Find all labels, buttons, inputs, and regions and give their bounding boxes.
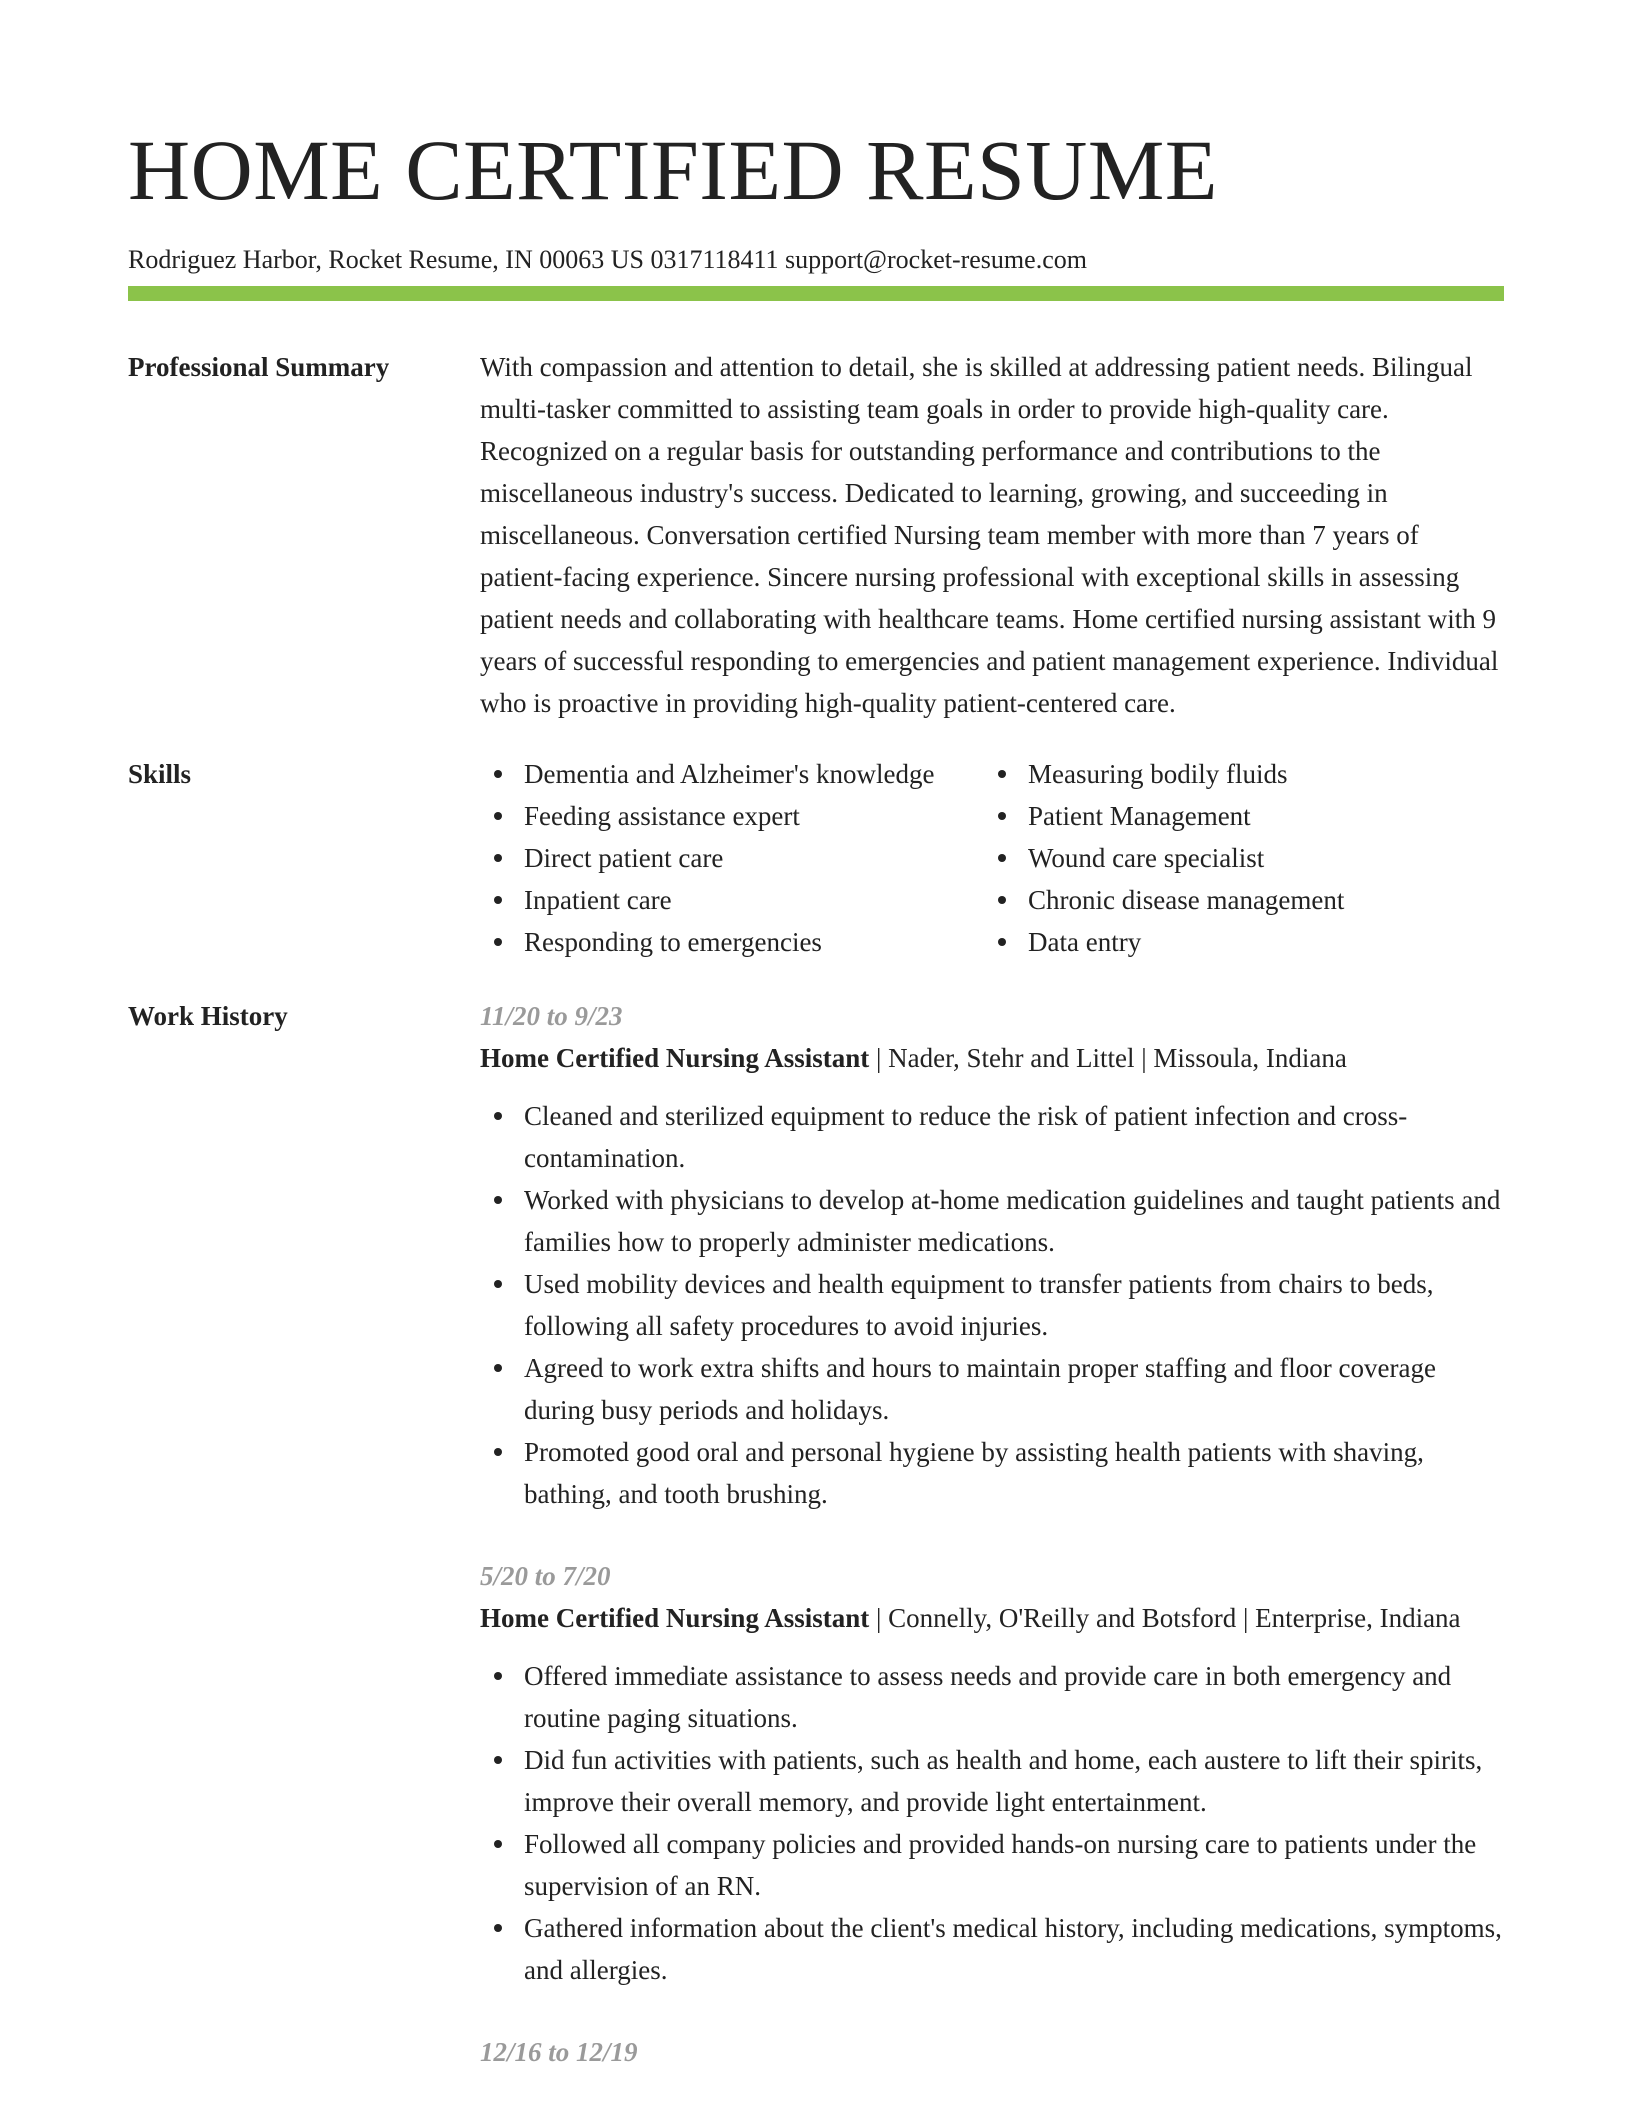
job-employer-location: | Connelly, O'Reilly and Botsford | Enterprise, Indiana (869, 1603, 1461, 1633)
skills-section (128, 753, 1504, 963)
duty-item: Offered immediate assistance to assess needs and provide care in both emergency and routine paging situations. (480, 1655, 1504, 1739)
summary-section (128, 346, 1504, 724)
job-dates: 12/16 to 12/19 (480, 2037, 638, 2067)
job-employer-location: | Nader, Stehr and Littel | Missoula, Indiana (869, 1043, 1347, 1073)
job-duties (480, 1095, 1504, 1515)
duty-item: Gathered information about the client's medical history, including medications, symptoms, and allergies. (480, 1907, 1504, 1991)
accent-divider (128, 286, 1504, 301)
skill-item: Inpatient care (480, 879, 984, 921)
skills-column-left (480, 753, 984, 963)
skill-item: Direct patient care (480, 837, 984, 879)
duty-item: Cleaned and sterilized equipment to reduce the risk of patient infection and cross-contamination. (480, 1095, 1504, 1179)
skill-item: Chronic disease management (984, 879, 1488, 921)
summary-body (480, 346, 1504, 724)
resume-header (128, 118, 1504, 276)
contact-info: Rodriguez Harbor, Rocket Resume, IN 00063 US 0317118411 support@rocket-resume.com (128, 245, 1087, 274)
skill-item: Feeding assistance expert (480, 795, 984, 837)
job-entry (480, 2031, 1504, 2073)
job-duties (480, 1655, 1504, 1991)
skills-column-right (984, 753, 1488, 963)
work-history-section (128, 995, 1504, 2113)
job-title: Home Certified Nursing Assistant (480, 1603, 870, 1633)
skill-item: Patient Management (984, 795, 1488, 837)
job-heading (480, 1037, 1504, 1079)
duty-item: Agreed to work extra shifts and hours to maintain proper staffing and floor coverage during busy periods and holidays. (480, 1347, 1504, 1431)
work-history-body (480, 995, 1504, 2113)
duty-item: Worked with physicians to develop at-home medication guidelines and taught patients and families how to properly administer medications. (480, 1179, 1504, 1263)
job-entry (480, 995, 1504, 1515)
job-heading (480, 1597, 1504, 1639)
job-title: Home Certified Nursing Assistant (480, 1043, 870, 1073)
duty-item: Promoted good oral and personal hygiene by assisting health patients with shaving, bathing, and tooth brushing. (480, 1431, 1504, 1515)
work-history-heading: Work History (128, 1001, 288, 1031)
job-dates: 11/20 to 9/23 (480, 1001, 623, 1031)
job-entry (480, 1555, 1504, 1991)
skill-item: Measuring bodily fluids (984, 753, 1488, 795)
skill-item: Data entry (984, 921, 1488, 963)
job-dates: 5/20 to 7/20 (480, 1561, 611, 1591)
resume-title: HOME CERTIFIED RESUME (128, 122, 1218, 218)
summary-heading: Professional Summary (128, 352, 390, 382)
skill-item: Dementia and Alzheimer's knowledge (480, 753, 984, 795)
duty-item: Followed all company policies and provided hands-on nursing care to patients under the supervision of an RN. (480, 1823, 1504, 1907)
skills-heading: Skills (128, 759, 192, 789)
duty-item: Used mobility devices and health equipment to transfer patients from chairs to beds, following all safety procedures to avoid injuries. (480, 1263, 1504, 1347)
duty-item: Did fun activities with patients, such as health and home, each austere to lift their spirits, improve their overall memory, and provide light entertainment. (480, 1739, 1504, 1823)
skill-item: Wound care specialist (984, 837, 1488, 879)
skills-grid (480, 753, 1504, 963)
skill-item: Responding to emergencies (480, 921, 984, 963)
summary-text: With compassion and attention to detail, she is skilled at addressing patient needs. Bilingual multi-tasker committed to assisting team goals in order to provide high-quality care. Recognized on a regular basis for outstanding performance and contributions to the miscellaneous industry's success. Dedicated to learning, growing, and succeeding in miscellaneous. Conversation certified Nursing team member with more than 7 years of patient-facing experience. Sincere nursing professional with exceptional skills in assessing patient needs and collaborating with healthcare teams. Home certified nursing assistant with 9 years of successful responding to emergencies and patient management experience. Individual who is proactive in providing high-quality patient-centered care. (480, 352, 1499, 718)
